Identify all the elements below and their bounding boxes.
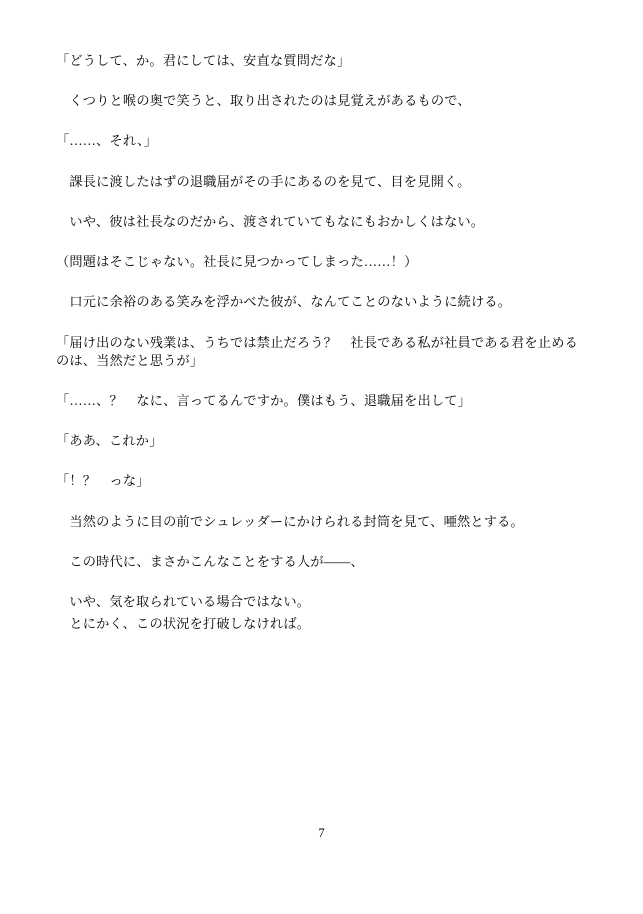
paragraph: いや、気を取られている場合ではない。 [56,594,311,610]
paragraph: 口元に余裕のある笑みを浮かべた彼が、なんてことのないように続ける。 [56,294,512,310]
paragraph: 課長に渡したはずの退職届がその手にあるのを見て、目を見開く。 [56,173,471,189]
paragraph: 「！？ っな」 [56,473,150,489]
paragraph: 「……、？ なに、言ってるんですか。僕はもう、退職届を出して」 [56,392,472,408]
page-text-body [56,52,587,634]
paragraph: くつりと喉の奥で笑うと、取り出されたのは見覚えがあるもので、 [56,93,471,109]
paragraph: 「どうして、か。君にしては、安直な質問だな」 [56,53,351,68]
paragraph: 「届け出のない残業は、うちでは禁止だろう？ 社長である私が社員である君を止めるのは、当然だと思うが」 [56,334,578,368]
paragraph: 当然のように目の前でシュレッダーにかけられる封筒を見て、唖然とする。 [56,513,524,529]
paragraph: 「……、それ、」 [56,133,158,149]
paragraph: （問題はそこじゃない。社長に見つかってしまった……！） [56,254,418,270]
paragraph: この時代に、まさかこんなことをする人が――、 [56,553,364,569]
paragraph: いや、彼は社長なのだから、渡されていてもなにもおかしくはない。 [56,213,485,229]
paragraph: とにかく、この状況を打破しなければ。 [56,616,311,632]
paragraph: 「ああ、これか」 [56,433,163,449]
page-number: 7 [318,826,325,840]
